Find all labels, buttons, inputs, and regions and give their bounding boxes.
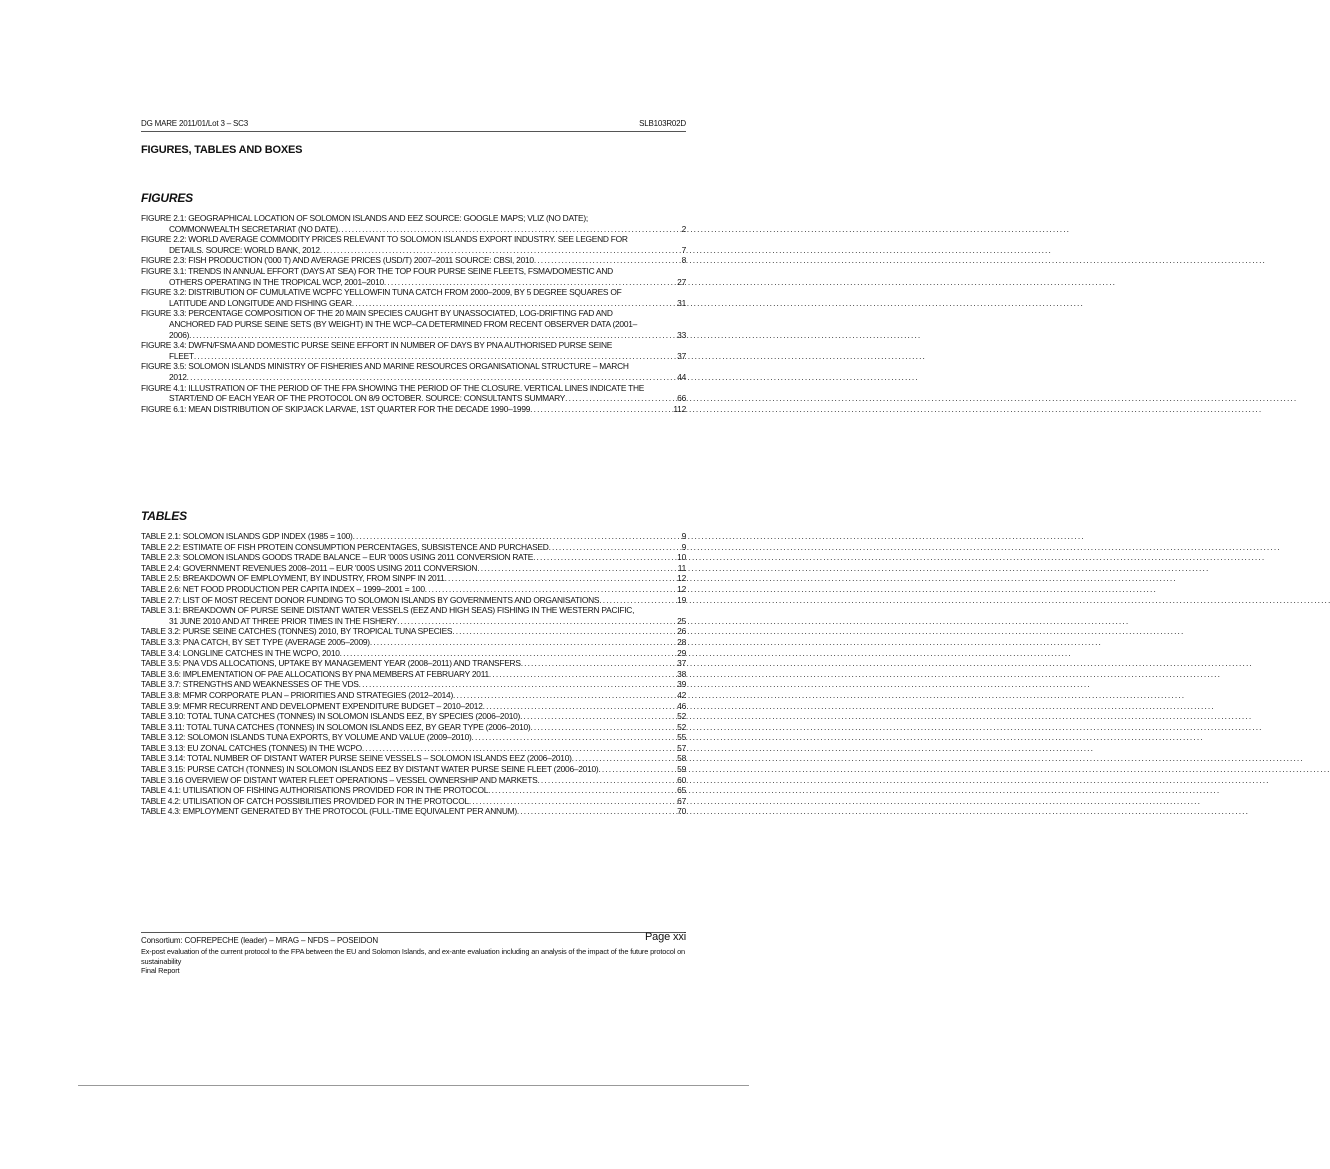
entry-text: TABLE 2.6: NET FOOD PRODUCTION PER CAPITA INDEX – 1999–2001 = 100 [141, 583, 425, 594]
entry-text: OTHERS OPERATING IN THE TROPICAL WCP, 2001–2010 [169, 276, 384, 287]
tables-list [141, 531, 686, 817]
entry-text: TABLE 3.15: PURSE CATCH (TONNES) IN SOLOMON ISLANDS EEZ BY DISTANT WATER PURSE SEINE FLEET (2006–2010) [141, 764, 599, 775]
running-header [141, 119, 686, 131]
dot-leader [572, 753, 676, 764]
entry-text: START/END OF EACH YEAR OF THE PROTOCOL ON 8/9 OCTOBER. SOURCE: CONSULTANTS SUMMARY [169, 393, 566, 404]
figure-entry[interactable] [141, 255, 686, 266]
entry-text: TABLE 3.2: PURSE SEINE CATCHES (TONNES) 2010, BY TROPICAL TUNA SPECIES [141, 626, 453, 637]
table-entry[interactable] [141, 775, 686, 786]
entry-text: TABLE 3.9: MFMR RECURRENT AND DEVELOPMENT EXPENDITURE BUDGET – 2010–2012 [141, 700, 483, 711]
entry-text: TABLE 3.3: PNA CATCH, BY SET TYPE (AVERAGE 2005–2009) [141, 636, 370, 647]
entry-text: TABLE 2.1: SOLOMON ISLANDS GDP INDEX (1985 = 100) [141, 531, 353, 541]
entry-page-number: 70 [677, 806, 686, 817]
entry-page-number: 11 [677, 562, 686, 573]
entry-page-number: 33 [677, 329, 686, 340]
dot-leader [489, 669, 675, 680]
entry-page-number: 65 [677, 785, 686, 796]
table-entry[interactable] [141, 732, 686, 743]
entry-text: 2012 [169, 371, 187, 382]
entry-page-number: 26 [677, 626, 686, 637]
dot-leader [189, 330, 675, 341]
dot-leader [537, 775, 675, 786]
dot-leader [530, 404, 671, 415]
table-entry[interactable] [141, 531, 686, 542]
entry-text: ANCHORED FAD PURSE SEINE SETS (BY WEIGHT) IN THE WCP–CA DETERMINED FROM RECENT OBSERVER DATA (2001– [169, 318, 638, 329]
table-entry[interactable] [141, 796, 686, 807]
entry-page-number: 29 [677, 647, 686, 658]
entry-page-number: 19 [677, 594, 686, 605]
entry-page-number: 57 [677, 742, 686, 753]
table-entry[interactable] [141, 753, 686, 764]
entry-text: TABLE 3.10: TOTAL TUNA CATCHES (TONNES) IN SOLOMON ISLANDS EEZ, BY SPECIES (2006–2010) [141, 711, 521, 722]
entry-page-number: 12 [677, 583, 686, 594]
dot-leader [599, 595, 675, 606]
entry-page-number: 28 [677, 636, 686, 647]
entry-page-number: 39 [677, 679, 686, 690]
table-entry[interactable] [141, 658, 686, 669]
dot-leader [384, 277, 675, 288]
entry-page-number: 59 [677, 764, 686, 775]
entry-page-number: 42 [677, 689, 686, 700]
entry-text: FIGURE 3.3: PERCENTAGE COMPOSITION OF THE 20 MAIN SPECIES CAUGHT BY UNASSOCIATED, LOG-DRIFTING FAD AND [141, 308, 613, 319]
dot-leader [520, 711, 675, 722]
table-entry[interactable] [141, 806, 686, 817]
footer-report-type: Final Report [141, 966, 180, 976]
entry-page-number: 37 [677, 658, 686, 669]
figure-entry[interactable] [141, 287, 686, 308]
dot-leader [472, 732, 676, 743]
figure-entry[interactable] [141, 361, 686, 382]
figure-entry[interactable] [141, 266, 686, 287]
page-footer [141, 931, 686, 976]
table-entry[interactable] [141, 605, 686, 626]
entry-text: FIGURE 2.1: GEOGRAPHICAL LOCATION OF SOLOMON ISLANDS AND EEZ SOURCE: GOOGLE MAPS; VLIZ (NO DATE); [141, 213, 589, 223]
entry-page-number: 60 [677, 774, 686, 785]
dot-leader [488, 785, 675, 796]
entry-text: 31 JUNE 2010 AND AT THREE PRIOR TIMES IN THE FISHERY [169, 615, 398, 626]
entry-page-number: 44 [677, 371, 686, 382]
entry-text: FLEET [169, 350, 194, 361]
page-title: FIGURES, TABLES AND BOXES [141, 144, 303, 156]
tables-heading: TABLES [141, 509, 187, 523]
dot-leader [483, 701, 676, 712]
figure-entry[interactable] [141, 404, 686, 415]
dot-leader [362, 743, 675, 754]
page-bottom-rule [78, 1085, 749, 1086]
entry-page-number: 9 [681, 531, 686, 541]
entry-text: LATITUDE AND LONGITUDE AND FISHING GEAR [169, 297, 352, 308]
figures-list [141, 213, 686, 414]
entry-text: 2006) [169, 329, 190, 340]
entry-text: FIGURE 3.1: TRENDS IN ANNUAL EFFORT (DAYS AT SEA) FOR THE TOP FOUR PURSE SEINE FLEETS, FSMA/DOMESTIC AND [141, 265, 613, 276]
entry-text: TABLE 3.1: BREAKDOWN OF PURSE SEINE DISTANT WATER VESSELS (EEZ AND HIGH SEAS) FISHING IN THE WESTERN PACIFIC, [141, 605, 635, 616]
entry-page-number: 31 [677, 297, 686, 308]
table-entry[interactable] [141, 669, 686, 680]
entry-text: FIGURE 6.1: MEAN DISTRIBUTION OF SKIPJACK LARVAE, 1ST QUARTER FOR THE DECADE 1990–1999 [141, 403, 531, 414]
entry-page-number: 7 [681, 244, 686, 255]
table-entry[interactable] [141, 542, 686, 553]
footer-rule [141, 932, 686, 933]
entry-page-number: 46 [677, 700, 686, 711]
dot-leader [320, 245, 680, 256]
dot-leader [340, 648, 676, 659]
entry-page-number: 67 [677, 795, 686, 806]
dot-leader [549, 542, 680, 553]
entry-page-number: 10 [677, 552, 686, 563]
dot-leader [452, 626, 675, 637]
entry-page-number: 38 [677, 668, 686, 679]
table-entry[interactable] [141, 764, 686, 775]
entry-text: TABLE 3.11: TOTAL TUNA CATCHES (TONNES) IN SOLOMON ISLANDS EEZ, BY GEAR TYPE (2006–2010) [141, 721, 531, 732]
figure-entry[interactable] [141, 308, 686, 340]
dot-leader [425, 584, 675, 595]
entry-page-number: 58 [677, 753, 686, 764]
table-entry[interactable] [141, 743, 686, 754]
entry-text: TABLE 2.7: LIST OF MOST RECENT DONOR FUNDING TO SOLOMON ISLANDS BY GOVERNMENTS AND ORGANISATIONS [141, 594, 600, 605]
table-entry[interactable] [141, 785, 686, 796]
entry-page-number: 8 [681, 255, 686, 266]
dot-leader [338, 224, 680, 235]
dot-leader [477, 563, 676, 574]
dot-leader [533, 552, 675, 563]
entry-page-number: 2 [681, 223, 686, 234]
header-rule [141, 131, 686, 132]
dot-leader [469, 796, 675, 807]
entry-text: TABLE 3.5: PNA VDS ALLOCATIONS, UPTAKE BY MANAGEMENT YEAR (2008–2011) AND TRANSFERS [141, 658, 521, 669]
entry-text: TABLE 3.8: MFMR CORPORATE PLAN – PRIORITIES AND STRATEGIES (2012–2014) [141, 689, 454, 700]
entry-text: TABLE 2.4: GOVERNMENT REVENUES 2008–2011 – EUR '000S USING 2011 CONVERSION [141, 562, 478, 573]
figure-entry[interactable] [141, 213, 686, 234]
dot-leader [598, 764, 675, 775]
figure-entry[interactable] [141, 383, 686, 404]
entry-text: TABLE 3.7: STRENGTHS AND WEAKNESSES OF THE VDS [141, 679, 359, 690]
dot-leader [521, 658, 675, 669]
table-entry[interactable] [141, 711, 686, 722]
dot-leader [352, 298, 675, 309]
footer-description: Ex-post evaluation of the current protocol to the FPA between the EU and Solomon Islands, and ex-ante evaluation including an analysis of the impact of the future protocol on sustainability [141, 947, 686, 966]
table-entry[interactable] [141, 648, 686, 659]
entry-page-number: 12 [677, 573, 686, 584]
dot-leader [534, 255, 680, 266]
header-left: DG MARE 2011/01/Lot 3 – SC3 [141, 119, 248, 128]
table-entry[interactable] [141, 637, 686, 648]
entry-page-number: 27 [677, 276, 686, 287]
page-number: Page xxi [645, 931, 686, 943]
table-entry[interactable] [141, 679, 686, 690]
entry-text: FIGURE 3.2: DISTRIBUTION OF CUMULATIVE WCPFC YELLOWFIN TUNA CATCH FROM 2000–2009, BY 5 DEGREE SQUARES OF [141, 287, 622, 298]
entry-text: FIGURE 4.1: ILLUSTRATION OF THE PERIOD OF THE FPA SHOWING THE PERIOD OF THE CLOSURE. VERTICAL LINES INDICATE THE [141, 382, 645, 393]
table-entry[interactable] [141, 573, 686, 584]
entry-text: TABLE 4.1: UTILISATION OF FISHING AUTHORISATIONS PROVIDED FOR IN THE PROTOCOL [141, 785, 489, 796]
entry-text: FIGURE 2.3: FISH PRODUCTION ('000 T) AND AVERAGE PRICES (USD/T) 2007–2011 SOURCE: CBSI, 2010 [141, 255, 534, 266]
entry-text: TABLE 3.16 OVERVIEW OF DISTANT WATER FLEET OPERATIONS – VESSEL OWNERSHIP AND MARKETS [141, 774, 538, 785]
dot-leader [530, 722, 675, 733]
table-entry[interactable] [141, 626, 686, 637]
entry-page-number: 25 [677, 615, 686, 626]
entry-page-number: 55 [677, 732, 686, 743]
entry-text: FIGURE 3.4: DWFN/FSMA AND DOMESTIC PURSE SEINE EFFORT IN NUMBER OF DAYS BY PNA AUTHORISED PURSE SEINE [141, 340, 613, 351]
header-right: SLB103R02D [639, 119, 686, 128]
entry-page-number: 9 [681, 541, 686, 552]
entry-text: COMMONWEALTH SECRETARIAT (NO DATE) [169, 223, 338, 234]
entry-text: FIGURE 3.5: SOLOMON ISLANDS MINISTRY OF FISHERIES AND MARINE RESOURCES ORGANISATIONAL STRUCTURE – MARCH [141, 361, 629, 372]
dot-leader [517, 806, 675, 817]
table-entry[interactable] [141, 595, 686, 606]
entry-text: TABLE 3.6: IMPLEMENTATION OF PAE ALLOCATIONS BY PNA MEMBERS AT FEBRUARY 2011 [141, 668, 489, 679]
dot-leader [565, 393, 675, 404]
dot-leader [397, 616, 675, 627]
figure-entry[interactable] [141, 234, 686, 255]
table-entry[interactable] [141, 584, 686, 595]
table-entry[interactable] [141, 552, 686, 563]
dot-leader [353, 531, 680, 542]
dot-leader [445, 573, 676, 584]
entry-page-number: 52 [677, 711, 686, 722]
dot-leader [453, 690, 675, 701]
table-entry[interactable] [141, 701, 686, 712]
figures-heading: FIGURES [141, 191, 193, 205]
entry-text: TABLE 4.2: UTILISATION OF CATCH POSSIBILITIES PROVIDED FOR IN THE PROTOCOL [141, 795, 469, 806]
footer-consortium: Consortium: COFREPECHE (leader) – MRAG – NFDS – POSEIDON [141, 936, 378, 945]
entry-text: TABLE 3.12: SOLOMON ISLANDS TUNA EXPORTS, BY VOLUME AND VALUE (2009–2010) [141, 732, 472, 743]
table-entry[interactable] [141, 690, 686, 701]
dot-leader [370, 637, 675, 648]
entry-text: TABLE 3.14: TOTAL NUMBER OF DISTANT WATER PURSE SEINE VESSELS – SOLOMON ISLANDS EEZ (2006–2010) [141, 753, 572, 764]
table-entry[interactable] [141, 722, 686, 733]
entry-page-number: 37 [677, 350, 686, 361]
dot-leader [359, 679, 676, 690]
entry-text: TABLE 3.13: EU ZONAL CATCHES (TONNES) IN THE WCPO [141, 742, 362, 753]
entry-page-number: 52 [677, 721, 686, 732]
entry-text: DETAILS. SOURCE: WORLD BANK, 2012 [169, 244, 320, 255]
dot-leader [194, 351, 675, 362]
entry-page-number: 66 [677, 393, 686, 404]
entry-text: TABLE 2.5: BREAKDOWN OF EMPLOYMENT, BY INDUSTRY, FROM SINPF IN 2011 [141, 573, 445, 584]
entry-page-number: 112 [673, 403, 686, 414]
figure-entry[interactable] [141, 340, 686, 361]
entry-text: TABLE 2.3: SOLOMON ISLANDS GOODS TRADE BALANCE – EUR '000S USING 2011 CONVERSION RATE [141, 552, 534, 563]
entry-text: FIGURE 2.2: WORLD AVERAGE COMMODITY PRICES RELEVANT TO SOLOMON ISLANDS EXPORT INDUSTRY. SEE LEGEND FOR [141, 234, 628, 245]
table-entry[interactable] [141, 563, 686, 574]
entry-text: TABLE 2.2: ESTIMATE OF FISH PROTEIN CONSUMPTION PERCENTAGES, SUBSISTENCE AND PURCHASED [141, 541, 549, 552]
entry-text: TABLE 3.4: LONGLINE CATCHES IN THE WCPO, 2010 [141, 647, 340, 658]
entry-text: TABLE 4.3: EMPLOYMENT GENERATED BY THE PROTOCOL (FULL-TIME EQUIVALENT PER ANNUM) [141, 806, 517, 817]
dot-leader [187, 372, 676, 383]
